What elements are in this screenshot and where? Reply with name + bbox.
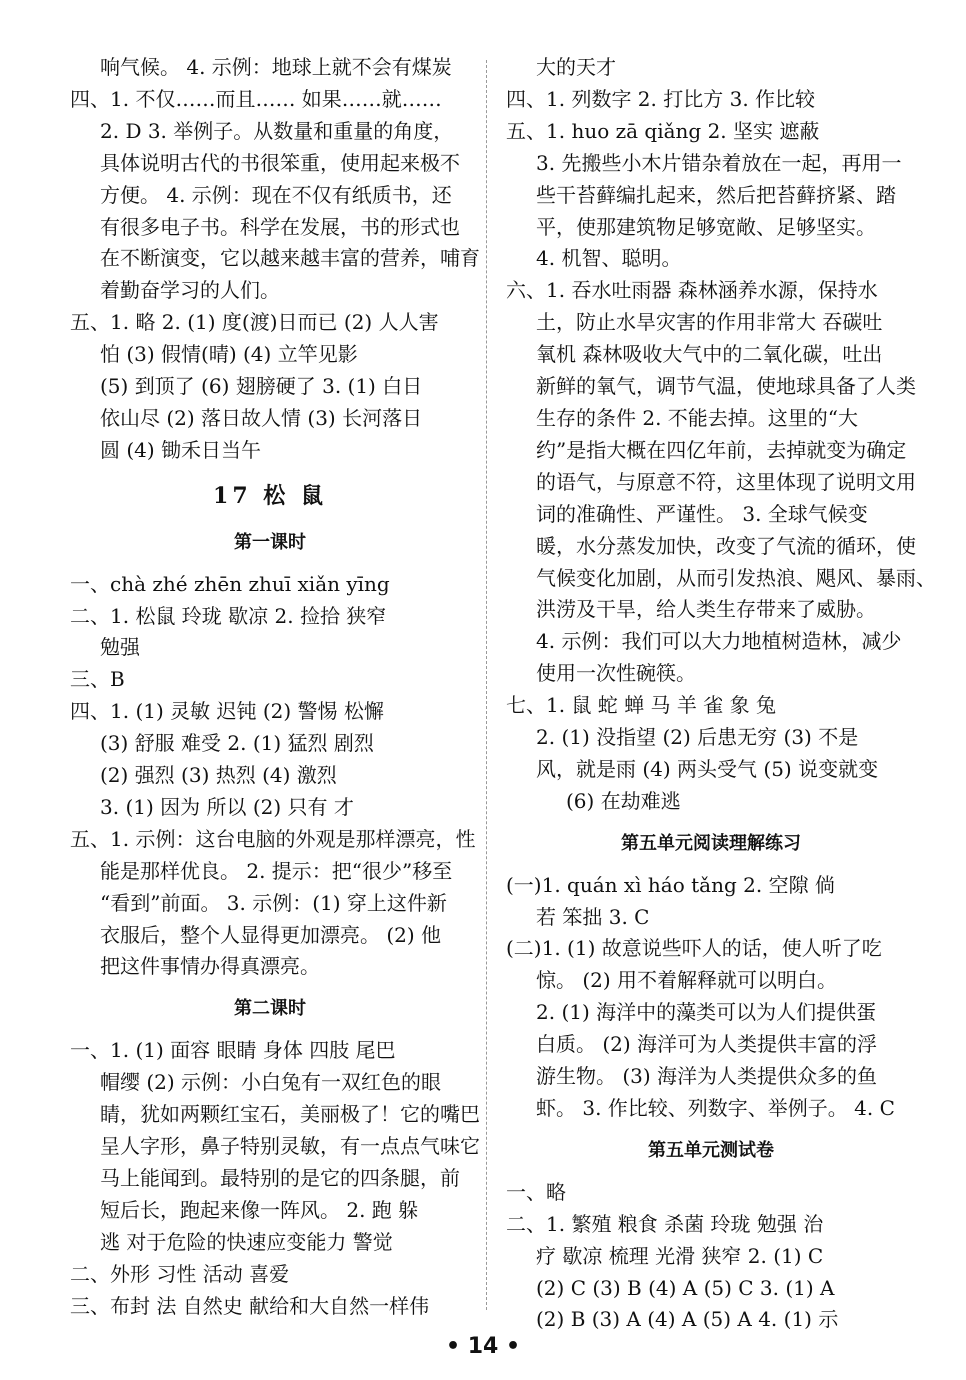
right-line: 4. 机智、聪明。: [536, 246, 682, 271]
right-line: 洪涝及干旱，给人类生存带来了威胁。: [536, 597, 876, 622]
left-line: (2) 强烈 (3) 热烈 (4) 激烈: [100, 763, 337, 788]
left-line: 四、1. (1) 灵敏 迟钝 (2) 警惕 松懈: [70, 699, 384, 724]
right-line: 若 笨拙 3. C: [536, 904, 650, 929]
right-line: 些干苔藓编扎起来，然后把苔藓挤紧、踏: [536, 182, 896, 207]
left-line: 五、1. 示例：这台电脑的外观是那样漂亮，性: [70, 826, 476, 851]
left-line: 三、B: [70, 667, 125, 692]
right-line: 第五单元测试卷: [648, 1139, 774, 1161]
right-line: 新鲜的氧气，调节气温，使地球具备了人类: [536, 374, 916, 399]
right-line: (2) C (3) B (4) A (5) C 3. (1) A: [536, 1275, 835, 1300]
right-line: 4. 示例：我们可以大力地植树造林，减少: [536, 629, 902, 654]
left-line: 一、1. (1) 面容 眼睛 身体 四肢 尾巴: [70, 1038, 396, 1063]
left-line: 睛，犹如两颗红宝石，美丽极了！它的嘴巴: [100, 1102, 480, 1127]
right-line: (2) B (3) A (4) A (5) A 4. (1) 示: [536, 1307, 839, 1332]
left-line: (3) 舒服 难受 2. (1) 猛烈 剧烈: [100, 731, 374, 756]
right-line: 游生物。 (3) 海洋为人类提供众多的鱼: [536, 1064, 878, 1089]
left-line: 帽缨 (2) 示例：小白兔有一双红色的眼: [100, 1070, 442, 1095]
right-line: (二)1. (1) 故意说些吓人的话，使人听了吃: [506, 936, 882, 961]
right-line: 惊。 (2) 用不着解释就可以明白。: [536, 968, 838, 993]
right-line: 虾。 3. 作比较、列数字、举例子。 4. C: [536, 1096, 895, 1120]
left-line: 方便。 4. 示例：现在不仅有纸质书，还: [100, 182, 452, 207]
left-line: 呈人字形，鼻子特别灵敏，有一点点气味它: [100, 1134, 480, 1158]
right-line: 一、略: [506, 1179, 566, 1204]
right-line: 白质。 (2) 海洋可为人类提供丰富的浮: [536, 1032, 878, 1057]
left-line: 在不断演变，它以越来越丰富的营养，哺育: [100, 246, 480, 271]
right-line: 四、1. 列数字 2. 打比方 3. 作比较: [506, 86, 816, 111]
left-line: “看到”前面。 3. 示例：(1) 穿上这件新: [100, 890, 447, 915]
left-line: 圆 (4) 锄禾日当午: [100, 437, 262, 462]
left-line: 三、布封 法 自然史 献给和大自然一样伟: [70, 1293, 430, 1318]
right-line: (6) 在劫难逃: [566, 788, 681, 813]
right-line: 平，使那建筑物足够宽敞、足够坚实。: [536, 214, 876, 239]
right-line: 七、1. 鼠 蛇 蝉 马 羊 雀 象 兔: [506, 693, 776, 718]
left-line: 怕 (3) 假情(晴) (4) 立竿见影: [100, 342, 358, 367]
right-line: 2. (1) 没指望 (2) 后患无穷 (3) 不是: [536, 725, 859, 750]
right-line: 词的准确性、严谨性。 3. 全球气候变: [536, 501, 868, 526]
left-line: 勉强: [100, 635, 140, 660]
left-line: 响气候。 4. 示例：地球上就不会有煤炭: [100, 55, 452, 79]
right-line: 气候变化加剧，从而引发热浪、飓风、暴雨、: [536, 565, 936, 590]
left-line: 一、chà zhé zhēn zhuī xiǎn yīng: [70, 571, 390, 596]
right-column: [506, 52, 936, 1336]
right-line: 大的天才: [536, 55, 616, 79]
left-line: 第二课时: [234, 998, 306, 1020]
right-line: 使用一次性碗筷。: [536, 661, 696, 686]
left-line: 有很多电子书。科学在发展，书的形式也: [100, 214, 460, 239]
left-line: 着勤奋学习的人们。: [100, 278, 280, 303]
left-line: 3. (1) 因为 所以 (2) 只有 才: [100, 794, 354, 819]
right-line: 2. (1) 海洋中的藻类可以为人们提供蛋: [536, 1000, 877, 1025]
left-line: 第一课时: [234, 531, 306, 553]
left-line: 具体说明古代的书很笨重，使用起来极不: [100, 150, 460, 175]
left-line: (5) 到顶了 (6) 翅膀硬了 3. (1) 白日: [100, 374, 423, 399]
right-line: 六、1. 吞水吐雨器 森林涵养水源，保持水: [506, 278, 878, 303]
page-number: • 14 •: [445, 1334, 521, 1359]
left-line: 依山尽 (2) 落日故人情 (3) 长河落日: [100, 405, 423, 430]
left-line: 衣服后，整个人显得更加漂亮。 (2) 他: [100, 922, 442, 947]
right-line: 疗 歇凉 梳理 光滑 狭窄 2. (1) C: [536, 1243, 824, 1268]
right-line: 的语气，与原意不符，这里体现了说明文用: [536, 469, 916, 494]
right-line: 约”是指大概在四亿年前，去掉就变为确定: [536, 437, 907, 462]
right-line: 氧机 森林吸收大气中的二氧化碳，吐出: [536, 342, 883, 367]
left-line: 马上能闻到。最特别的是它的四条腿，前: [100, 1165, 460, 1190]
right-line: 3. 先搬些小木片错杂着放在一起，再用一: [536, 150, 902, 175]
right-line: 第五单元阅读理解练习: [621, 832, 801, 854]
right-line: 生存的条件 2. 不能去掉。这里的“大: [536, 405, 859, 430]
right-line: 二、1. 繁殖 粮食 杀菌 玲珑 勉强 治: [506, 1211, 824, 1236]
right-line: 暖，水分蒸发加快，改变了气流的循环，使: [536, 533, 916, 558]
right-line: 风，就是雨 (4) 两头受气 (5) 说变就变: [536, 756, 879, 781]
right-line: 五、1. huo zā qiǎng 2. 坚实 遮蔽: [506, 118, 820, 143]
left-line: 逃 对于危险的快速应变能力 警觉: [100, 1229, 393, 1254]
right-line: 土，防止水旱灾害的作用非常大 吞碳吐: [536, 310, 883, 335]
left-line: 把这件事情办得真漂亮。: [100, 954, 320, 979]
left-line: 17 松 鼠: [213, 482, 327, 509]
column-divider: [486, 60, 487, 1310]
left-line: 五、1. 略 2. (1) 度(渡)日而已 (2) 人人害: [70, 310, 439, 335]
right-line: (一)1. quán xì háo tǎng 2. 空隙 倘: [506, 872, 835, 897]
left-line: 二、1. 松鼠 玲珑 歇凉 2. 捡拾 狭窄: [70, 603, 387, 628]
left-line: 短后长，跑起来像一阵风。 2. 跑 躲: [100, 1197, 419, 1222]
left-line: 四、1. 不仅……而且…… 如果……就……: [70, 86, 442, 111]
left-line: 二、外形 习性 活动 喜爱: [70, 1261, 290, 1286]
left-line: 能是那样优良。 2. 提示：把“很少”移至: [100, 858, 453, 883]
left-line: 2. D 3. 举例子。从数量和重量的角度，: [100, 118, 454, 143]
left-column: [70, 52, 480, 1322]
